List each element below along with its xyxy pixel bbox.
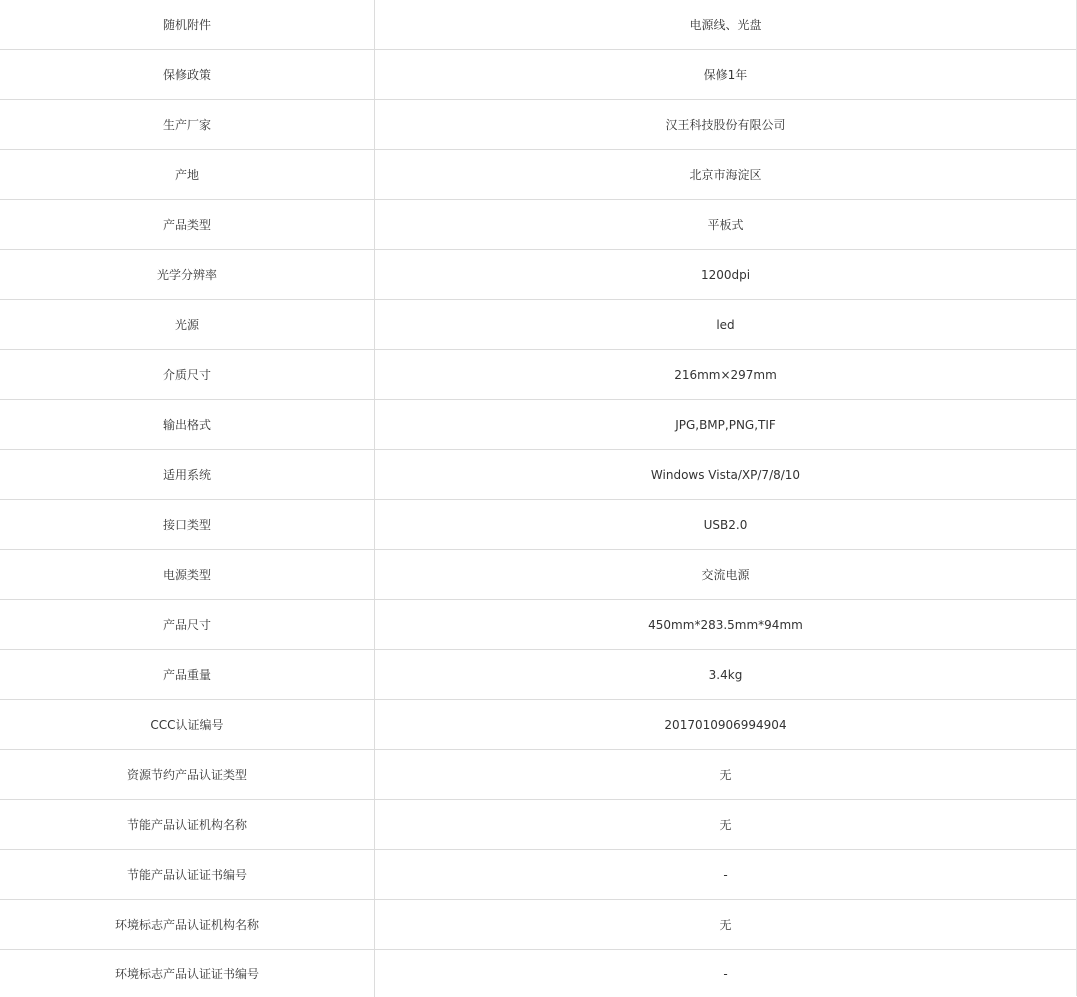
table-row [0,400,1076,450]
table-row [0,50,1076,100]
table-row [0,750,1076,800]
spec-value: 汉王科技股份有限公司 [665,118,786,132]
spec-value: 3.4kg [708,667,743,682]
table-row [0,900,1076,950]
spec-value: 保修1年 [703,68,748,82]
spec-value: 无 [719,818,732,832]
spec-value: 交流电源 [701,568,750,582]
spec-key: 接口类型 [0,500,375,549]
spec-value: 北京市海淀区 [689,168,762,182]
spec-value: Windows Vista/XP/7/8/10 [650,467,801,482]
table-row [0,800,1076,850]
table-row [0,450,1076,500]
spec-key: 产地 [0,150,375,199]
spec-value: 电源线、光盘 [689,18,762,32]
spec-key: 产品重量 [0,650,375,699]
spec-value: 1200dpi [700,267,751,282]
spec-value: 2017010906994904 [664,717,787,732]
spec-value: - [723,966,728,981]
table-row [0,600,1076,650]
table-row [0,250,1076,300]
spec-value: 无 [719,918,732,932]
spec-key: 产品类型 [0,200,375,249]
spec-key: 节能产品认证机构名称 [0,800,375,849]
spec-key: 介质尺寸 [0,350,375,399]
spec-key: 生产厂家 [0,100,375,149]
spec-value: 平板式 [707,218,744,232]
table-row [0,700,1076,750]
spec-value: 216mm×297mm [674,367,777,382]
table-row [0,0,1076,50]
table-row [0,100,1076,150]
table-row [0,500,1076,550]
spec-value: USB2.0 [703,517,748,532]
spec-key: 节能产品认证证书编号 [0,850,375,899]
spec-value: - [723,867,728,882]
spec-key: 光源 [0,300,375,349]
table-row [0,300,1076,350]
spec-value: JPG,BMP,PNG,TIF [675,417,776,432]
spec-key: 环境标志产品认证机构名称 [0,900,375,949]
spec-key: 输出格式 [0,400,375,449]
table-row [0,950,1076,997]
spec-key: 保修政策 [0,50,375,99]
spec-value: 450mm*283.5mm*94mm [648,617,803,632]
table-row [0,150,1076,200]
spec-key: 环境标志产品认证证书编号 [0,950,375,997]
spec-key: 随机附件 [0,0,375,49]
spec-key: 产品尺寸 [0,600,375,649]
table-row [0,550,1076,600]
spec-key: 光学分辨率 [0,250,375,299]
spec-value: 无 [719,768,732,782]
table-row [0,850,1076,900]
spec-key: 适用系统 [0,450,375,499]
spec-key: 资源节约产品认证类型 [0,750,375,799]
table-row [0,650,1076,700]
table-row [0,350,1076,400]
spec-key: CCC认证编号 [0,700,375,749]
table-row [0,200,1076,250]
spec-key: 电源类型 [0,550,375,599]
spec-value: led [716,317,735,332]
